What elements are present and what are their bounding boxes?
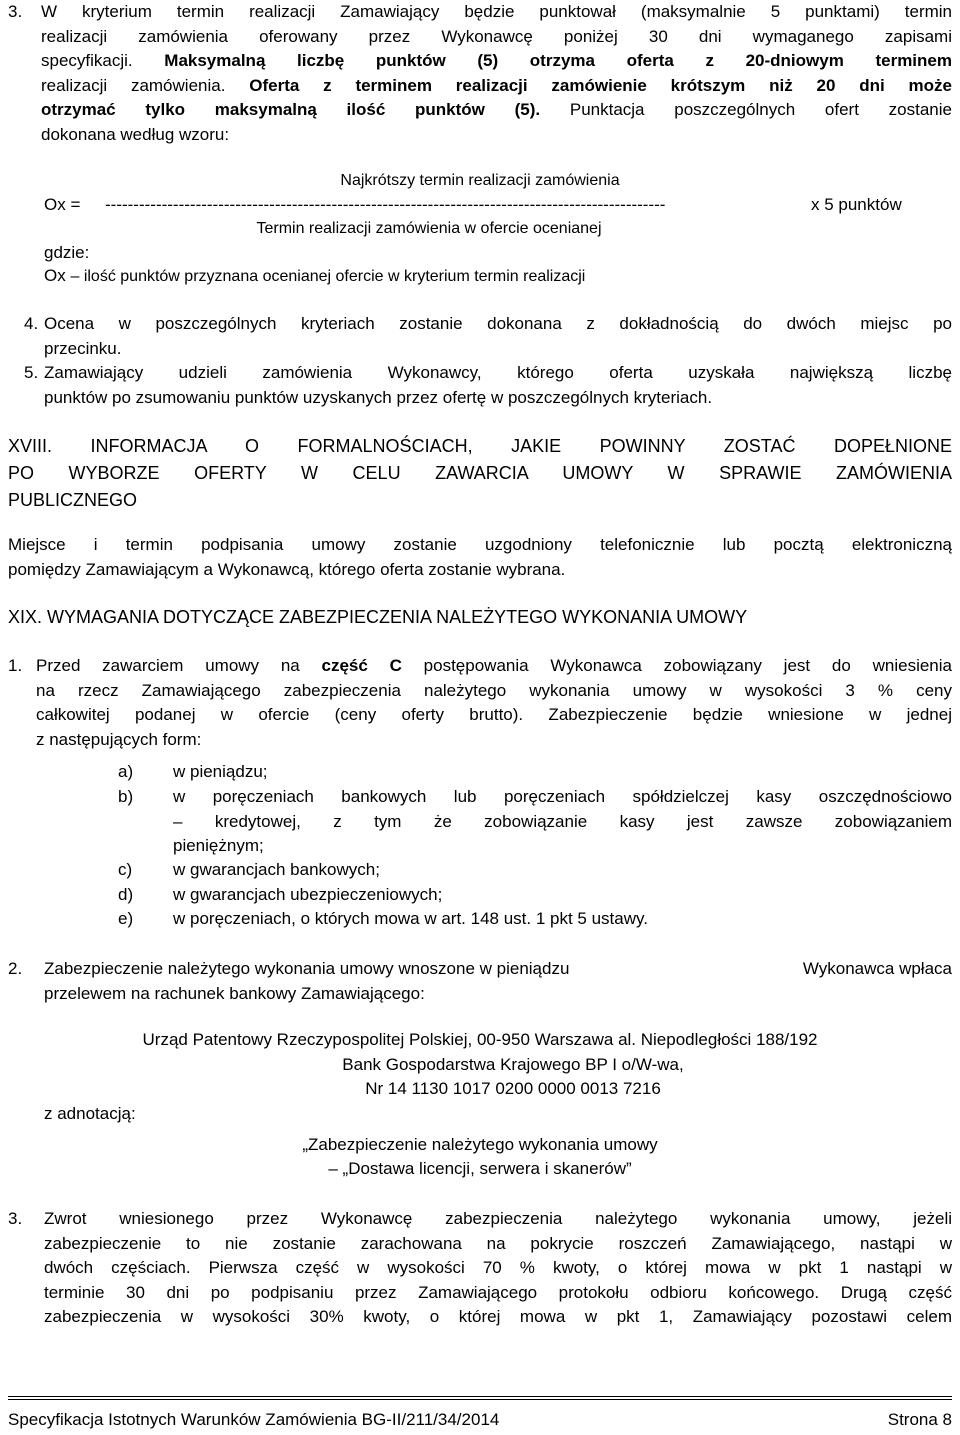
form-c-text: w gwarancjach bankowych;	[173, 860, 380, 879]
footer-rule-top	[8, 1396, 952, 1397]
xix-item-2-text: Zabezpieczenie należytego wykonania umowy wnoszone w pieniądzu Wykonawca wpłaca przelewem na rachunek bankowy Zamawiającego:	[44, 959, 952, 1003]
xix-item-3-number: 3.	[8, 1209, 23, 1228]
form-e-text: w poręczeniach, o których mowa w art. 148 ust. 1 pkt 5 ustawy.	[173, 909, 648, 928]
item-4-text: Ocena w poszczególnych kryteriach zostanie dokonana z dokładnością do dwóch miejsc po przecinku.	[44, 314, 952, 358]
formula-rhs: x 5 punktów	[811, 195, 902, 214]
item-3-line: W kryterium termin realizacji Zamawiający będzie punktował (maksymalnie 5 punktami) termin	[41, 2, 952, 21]
xix-item-3-text: Zwrot wniesionego przez Wykonawcę zabezpieczenia należytego wykonania umowy, jeżeli zabezpieczenie to nie zostanie zarachowana na pokrycie roszczeń Zamawiającego, nastąpi w dwóch częściach. Pierwsza część w wysokości 70 % kwoty, o której mowa w pkt 1 nastąpi w terminie 30 dni po podpisaniu przez Zamawiającego protokołu odbioru końcowego. Drugą część zabezpieczenia w wysokości 30% kwoty, o której mowa w pkt 1, Zamawiający pozostawi celem	[44, 1209, 952, 1326]
form-e-letter: e)	[118, 909, 134, 928]
form-a-text: w pieniądzu;	[173, 762, 268, 781]
bank-note-label: z adnotacją:	[44, 1104, 136, 1123]
formula-ox-definition: Ox – ilość punktów przyznana ocenianej ofercie w kryterium termin realizacji	[44, 266, 586, 285]
form-c-letter: c)	[118, 860, 133, 879]
form-d-letter: d)	[118, 885, 134, 904]
item-3-line: realizacji zamówienia. Oferta z terminem realizacji zamówienie krótszym niż 20 dni może	[41, 75, 952, 95]
formula-numerator: Najkrótszy termin realizacji zamówienia	[340, 172, 620, 189]
formula-denominator: Termin realizacji zamówienia w ofercie ocenianej	[256, 220, 602, 237]
bank-recipient: Urząd Patentowy Rzeczypospolitej Polskiej, 00-950 Warszawa al. Niepodległości 188/192	[142, 1030, 818, 1049]
item-3-line: realizacji zamówienia oferowany przez Wykonawcę poniżej 30 dni wymaganego zapisami	[41, 26, 952, 46]
formula-fraction-bar: ---------------------------------------------------------------------------------------------------	[105, 195, 666, 214]
section-xviii-paragraph: Miejsce i termin podpisania umowy zostanie uzgodniony telefonicznie lub pocztą elektroniczną pomiędzy Zamawiającym a Wykonawcą, którego oferta zostanie wybrana.	[8, 535, 952, 579]
footer-page-number: Strona 8	[887, 1410, 952, 1429]
item-5-text: Zamawiający udzieli zamówienia Wykonawcy, którego oferta uzyskała największą liczbę punktów po zsumowaniu punktów uzyskanych przez ofertę w poszczególnych kryteriach.	[44, 363, 952, 407]
item-3-line: dokonana według wzoru:	[41, 124, 230, 144]
item-4-number: 4.	[24, 314, 39, 333]
item-3-number: 3.	[8, 2, 23, 21]
footer-document-title: Specyfikacja Istotnych Warunków Zamówienia BG-II/211/34/2014	[8, 1410, 500, 1429]
form-a-letter: a)	[118, 762, 134, 781]
formula-lhs: Ox =	[44, 195, 81, 214]
item-5-number: 5.	[24, 363, 39, 382]
form-d-text: w gwarancjach ubezpieczeniowych;	[173, 885, 443, 904]
bank-name: Bank Gospodarstwa Krajowego BP I o/W-wa,	[342, 1055, 684, 1074]
item-3-line: otrzymać tylko maksymalną ilość punktów (5). Punktacja poszczególnych ofert zostanie	[41, 100, 952, 119]
xix-item-1-number: 1.	[8, 656, 23, 675]
bank-note-line-1: „Zabezpieczenie należytego wykonania umowy	[302, 1135, 658, 1154]
item-3-text	[41, 0, 952, 147]
formula-gdzie: gdzie:	[44, 243, 90, 262]
xix-item-2-number: 2.	[8, 959, 23, 978]
section-xix-heading: XIX. WYMAGANIA DOTYCZĄCE ZABEZPIECZENIA NALEŻYTEGO WYKONANIA UMOWY	[8, 607, 748, 627]
footer-rule-bottom	[8, 1399, 952, 1400]
form-b-letter: b)	[118, 787, 134, 806]
item-3-line: specyfikacji. Maksymalną liczbę punktów (5) otrzyma oferta z 20-dniowym terminem	[41, 51, 952, 70]
form-b-text: w poręczeniach bankowych lub poręczeniach spółdzielczej kasy oszczędnościowo – kredytowej, z tym że zobowiązanie kasy jest zawsze zobowiązaniem pieniężnym;	[173, 787, 952, 855]
xix-item-1-text: Przed zawarciem umowy na część C postępowania Wykonawca zobowiązany jest do wniesienia na rzecz Zamawiającego zabezpieczenia należytego wykonania umowy w wysokości 3 % ceny całkowitej podanej w ofercie (ceny oferty brutto). Zabezpieczenie będzie wniesione w jednej z następujących form:	[36, 656, 952, 749]
bank-account-number: Nr 14 1130 1017 0200 0000 0013 7216	[365, 1079, 661, 1098]
bank-note-line-2: – „Dostawa licencji, serwera i skanerów”	[328, 1159, 632, 1178]
section-xviii-heading: XVIII. INFORMACJA O FORMALNOŚCIACH, JAKIE POWINNY ZOSTAĆ DOPEŁNIONE PO WYBORZE OFERTY W CELU ZAWARCIA UMOWY W SPRAWIE ZAMÓWIENIA PUBLICZNEGO	[8, 436, 952, 510]
